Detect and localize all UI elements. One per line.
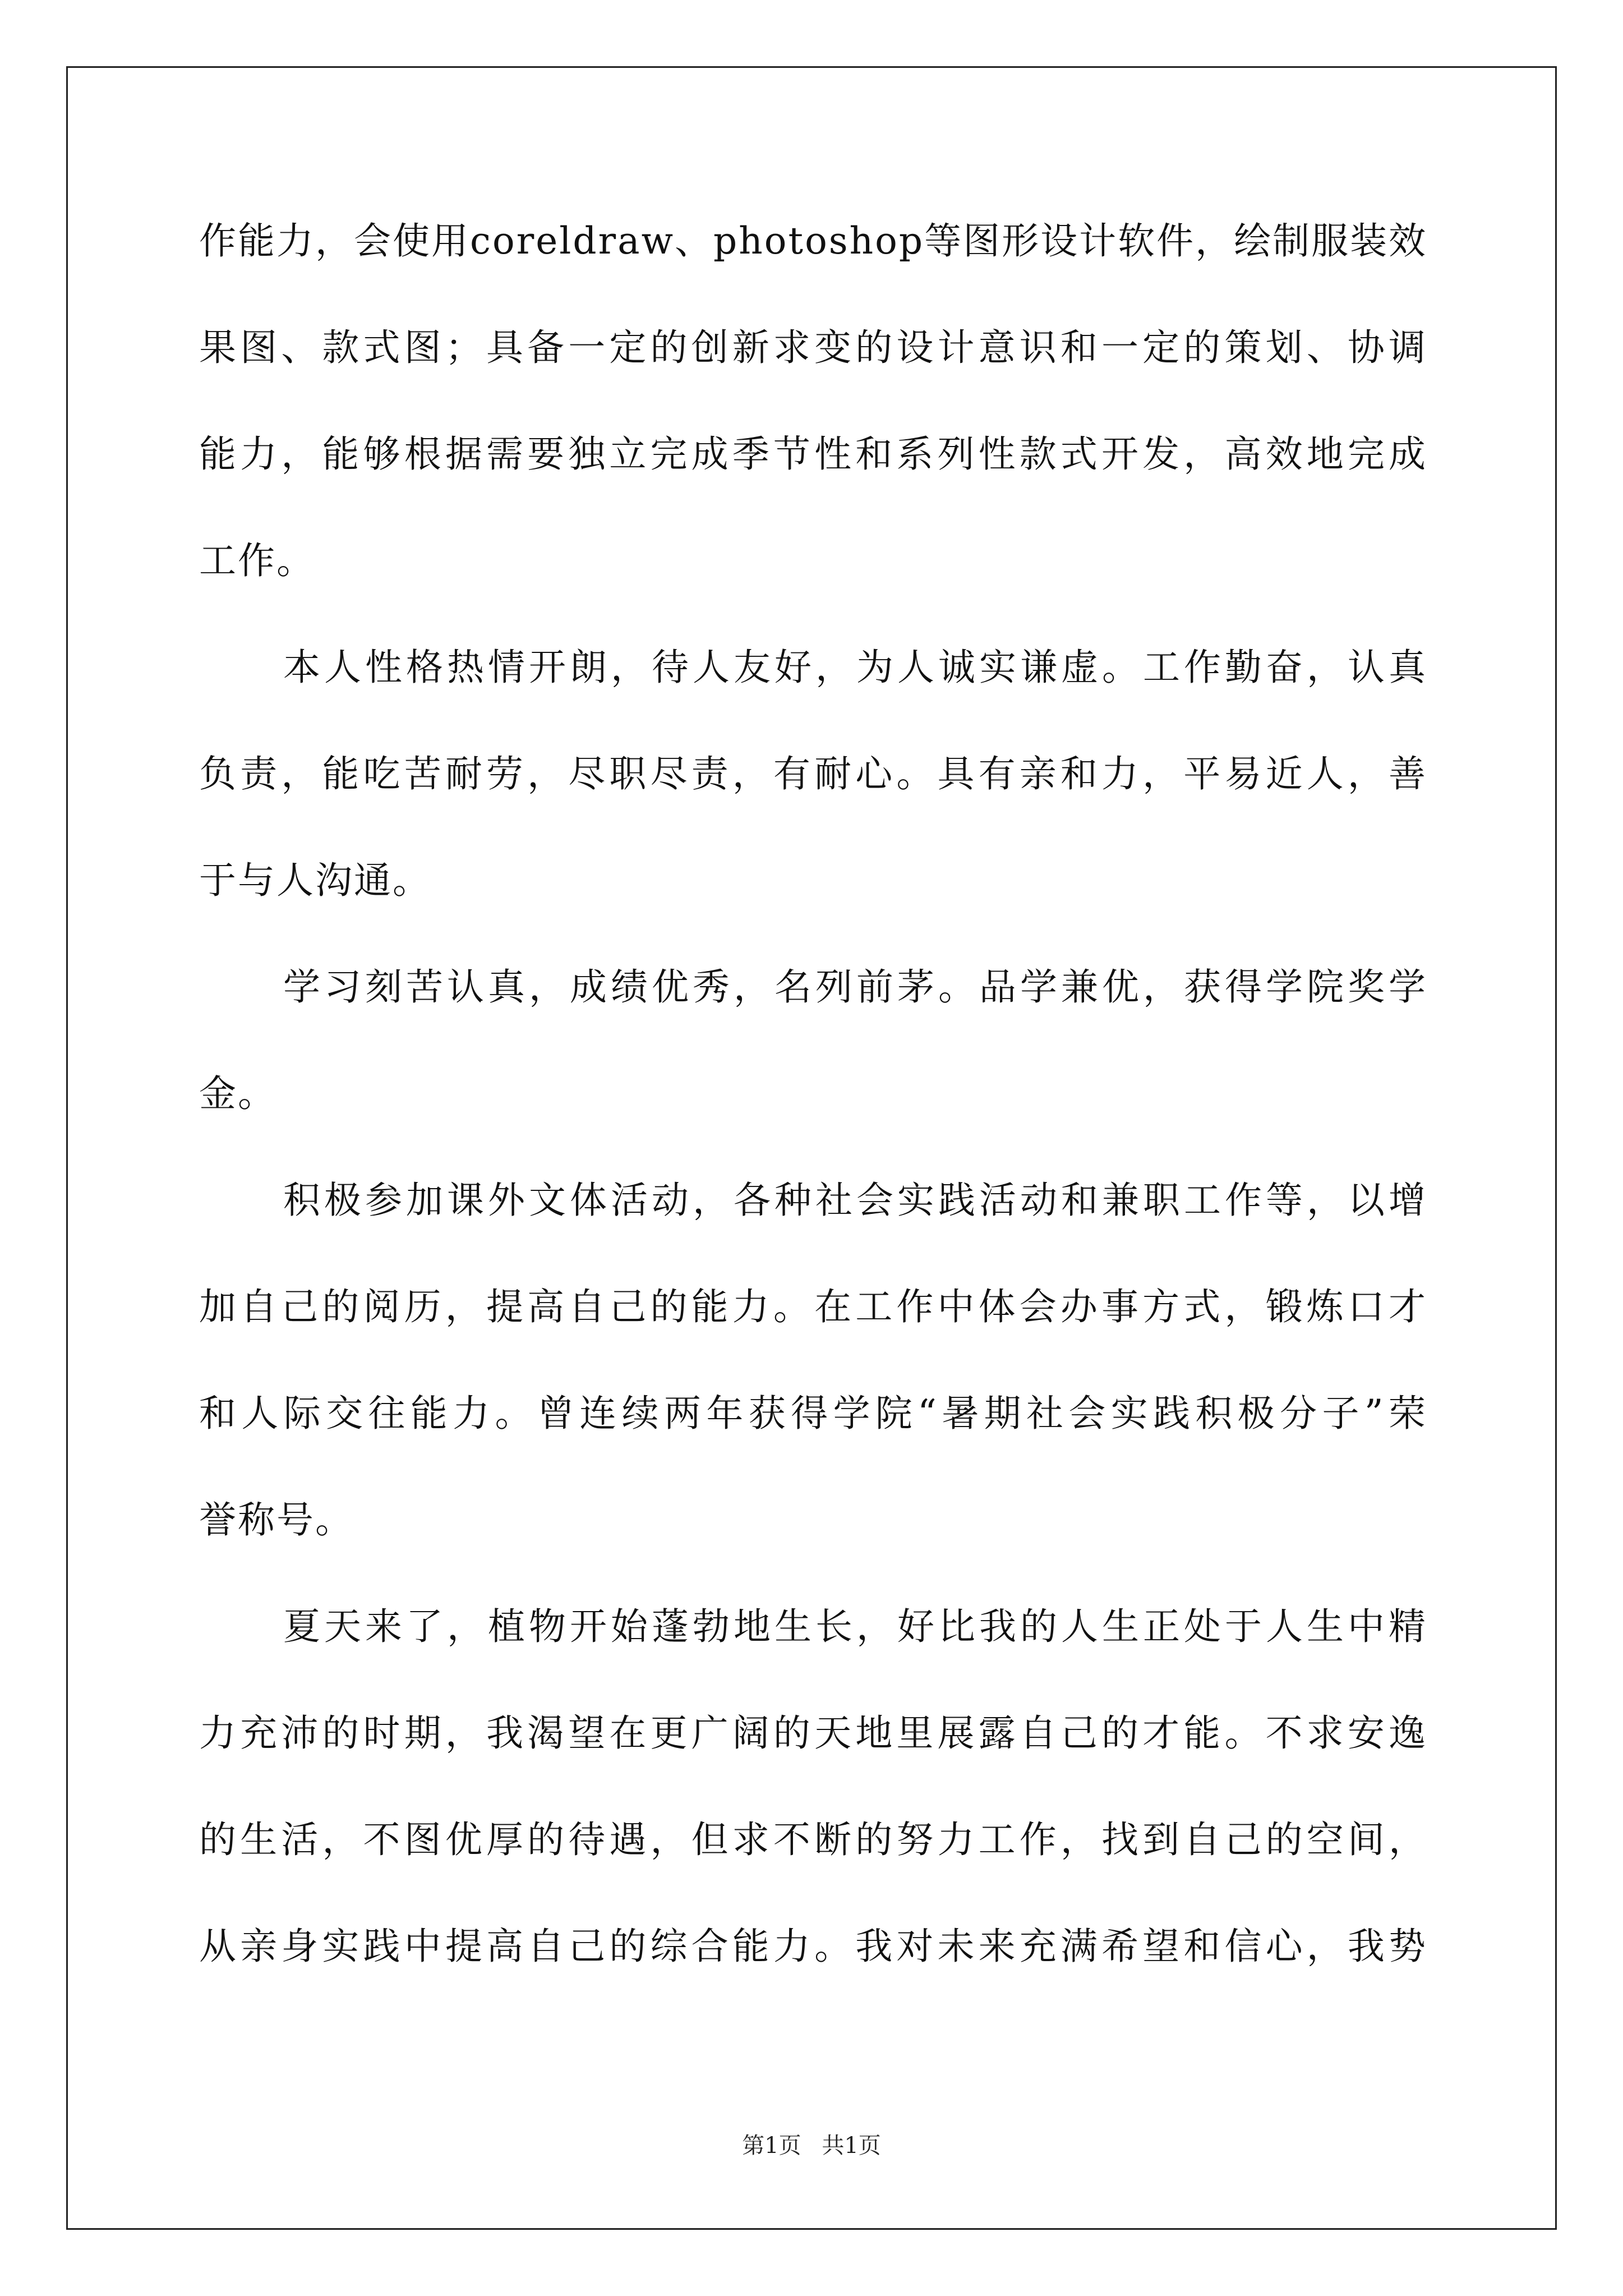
- text-line: 和人际交往能力。曾连续两年获得学院“暑期社会实践积极分子”荣: [199, 1392, 1427, 1435]
- text-line: 力充沛的时期，我渴望在更广阔的天地里展露自己的才能。不求安逸: [199, 1711, 1427, 1755]
- text-line: 誉称号。: [199, 1498, 354, 1542]
- page-total: 共1页: [822, 2133, 881, 2159]
- page-border: [66, 66, 1557, 2230]
- text-line: 能力，能够根据需要独立完成季节性和系列性款式开发，高效地完成: [199, 432, 1427, 476]
- text-line: 积极参加课外文体活动，各种社会实践活动和兼职工作等，以增: [283, 1179, 1427, 1222]
- text-line: 加自己的阅历，提高自己的能力。在工作中体会办事方式，锻炼口才: [199, 1285, 1427, 1328]
- text-line: 学习刻苦认真，成绩优秀，名列前茅。品学兼优，获得学院奖学: [283, 965, 1427, 1009]
- text-line: 负责，能吃苦耐劳，尽职尽责，有耐心。具有亲和力，平易近人，善: [199, 752, 1427, 795]
- page-number: 第1页: [742, 2133, 801, 2159]
- text-line: 本人性格热情开朗，待人友好，为人诚实谦虚。工作勤奋，认真: [283, 646, 1427, 689]
- text-line: 工作。: [199, 539, 315, 582]
- text-line: 金。: [199, 1072, 276, 1115]
- text-line: 于与人沟通。: [199, 859, 431, 902]
- text-line: 作能力，会使用coreldraw、photoshop等图形设计软件，绘制服装效: [199, 219, 1428, 263]
- page-footer: [0, 2129, 1623, 2162]
- text-line: 的生活，不图优厚的待遇，但求不断的努力工作，找到自己的空间，: [199, 1818, 1427, 1861]
- text-line: 果图、款式图；具备一定的创新求变的设计意识和一定的策划、协调: [199, 326, 1427, 369]
- text-line: 夏天来了，植物开始蓬勃地生长，好比我的人生正处于人生中精: [283, 1605, 1427, 1648]
- text-line: 从亲身实践中提高自己的综合能力。我对未来充满希望和信心，我势: [199, 1925, 1427, 1968]
